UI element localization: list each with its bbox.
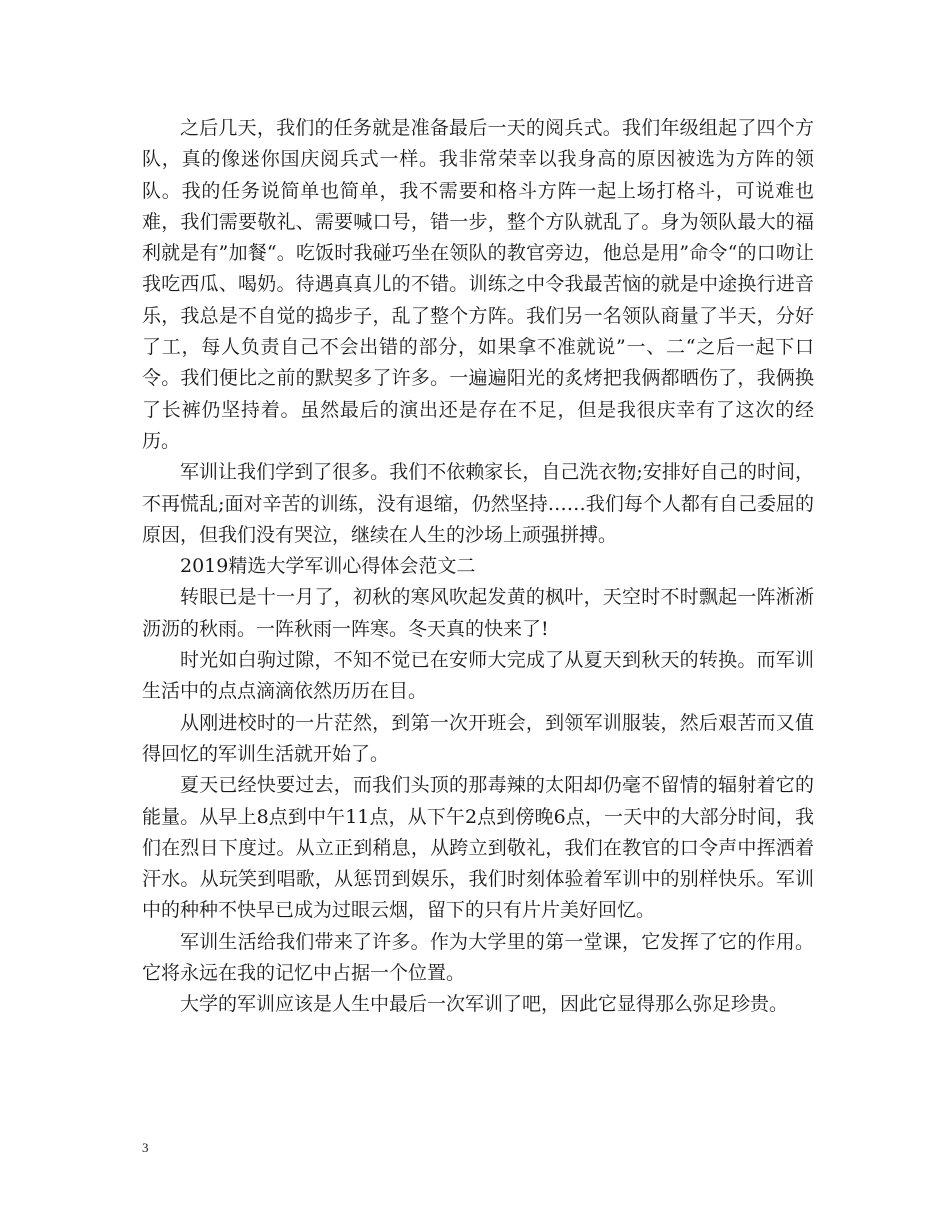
paragraph-lessons: 军训让我们学到了很多。我们不依赖家长，自己洗衣物;安排好自己的时间，不再慌乱;面对辛苦的训练，没有退缩，仍然坚持……我们每个人都有自己委屈的原因，但我们没有哭泣，继续在人生的沙场上顽强拼搏。 [142,461,814,546]
document-body [142,113,814,1021]
paragraph-time-passes: 时光如白驹过隙，不知不觉已在安师大完成了从夏天到秋天的转换。而军训生活中的点点滴滴依然历历在目。 [142,649,814,703]
paragraph-start: 从刚进校时的一片茫然，到第一次开班会，到领军训服装，然后艰苦而又值得回忆的军训生活就开始了。 [142,711,814,765]
paragraph-november: 转眼已是十一月了，初秋的寒风吹起发黄的枫叶，天空时不时飘起一阵淅淅沥沥的秋雨。一阵秋雨一阵寒。冬天真的快来了! [142,586,814,640]
paragraph-last-training: 大学的军训应该是人生中最后一次军训了吧，因此它显得那么弥足珍贵。 [180,993,789,1016]
page-number: 3 [142,1140,149,1155]
paragraph-parade: 之后几天，我们的任务就是准备最后一天的阅兵式。我们年级组起了四个方队，真的像迷你国庆阅兵式一样。我非常荣幸以我身高的原因被选为方阵的领队。我的任务说简单也简单，我不需要和格斗方阵一起上场打格斗，可说难也难，我们需要敬礼、需要喊口号，错一步，整个方队就乱了。身为领队最大的福利就是有”加餐“。吃饭时我碰巧坐在领队的教官旁边，他总是用”命令“的口吻让我吃西瓜、喝奶。待遇真真儿的不错。训练之中令我最苦恼的就是中途换行进音乐，我总是不自觉的捣步子，乱了整个方阵。我们另一名领队商量了半天，分好了工，每人负责自己不会出错的部分，如果拿不准就说”一、二“之后一起下口令。我们便比之前的默契多了许多。一遍遍阳光的炙烤把我俩都晒伤了，我俩换了长裤仍坚持着。虽然最后的演出还是存在不足，但是我很庆幸有了这次的经历。 [142,117,814,452]
section-heading: 2019精选大学军训心得体会范文二 [180,555,476,578]
paragraph-summer: 夏天已经快要过去，而我们头顶的那毒辣的太阳却仍毫不留情的辐射着它的能量。从早上8点到中午11点，从下午2点到傍晚6点，一天中的大部分时间，我们在烈日下度过。从立正到稍息，从跨立到敬礼，我们在教官的口令声中挥洒着汗水。从玩笑到唱歌，从惩罚到娱乐，我们时刻体验着军训中的别样快乐。军训中的种种不快早已成为过眼云烟，留下的只有片片美好回忆。 [142,774,814,922]
paragraph-first-lesson: 军训生活给我们带来了许多。作为大学里的第一堂课，它发挥了它的作用。它将永远在我的记忆中占据一个位置。 [142,930,814,985]
